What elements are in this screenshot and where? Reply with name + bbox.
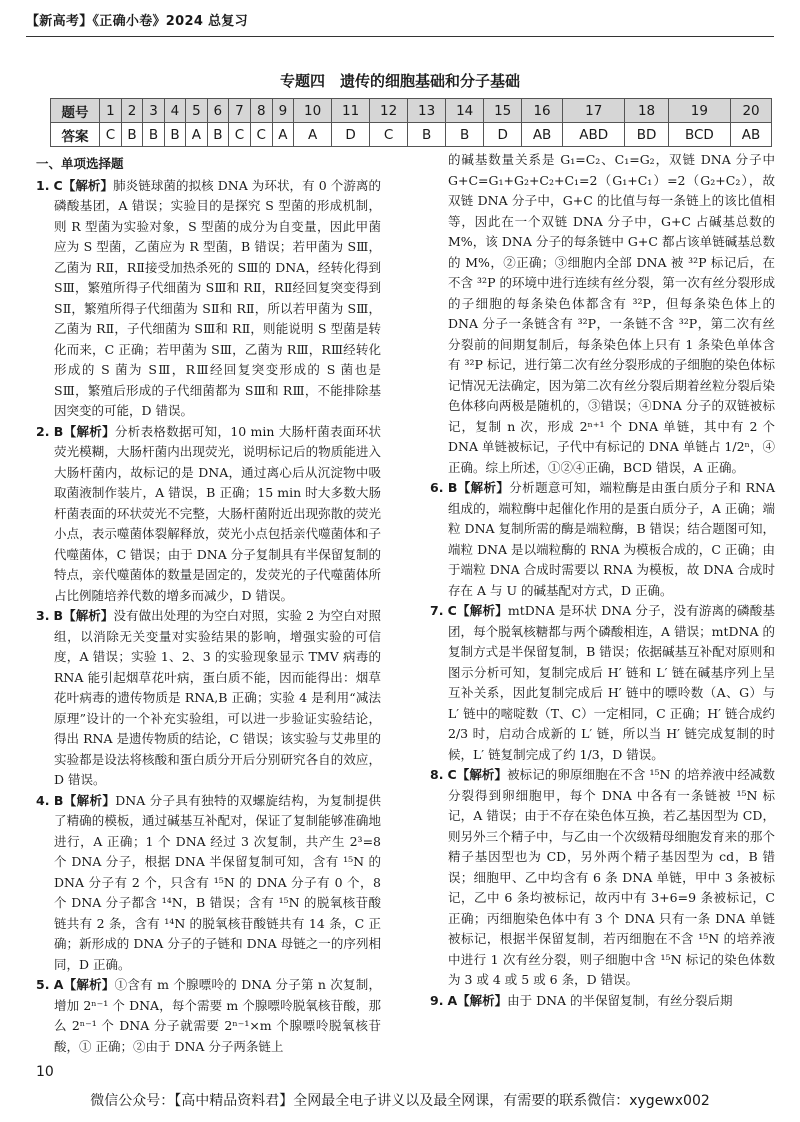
question-number-cell: 13 [408, 99, 446, 123]
explanation-item [36, 422, 381, 607]
answer-cell: AB [731, 123, 772, 147]
item-text: 由于 DNA 的半保留复制，有丝分裂后期 [507, 992, 733, 1008]
header-rule [26, 36, 774, 37]
item-number: 4. [36, 792, 50, 808]
item-number: 1. [36, 177, 50, 193]
answer-cell: AB [522, 123, 563, 147]
explanation-item [430, 601, 775, 765]
explanation-item [430, 991, 775, 1012]
question-number-cell: 9 [272, 99, 293, 123]
item-text: 分析表格数据可知，10 min 大肠杆菌表面环状荧光模糊，大肠杆菌内出现荧光，说明标记后的物质能进入大肠杆菌内，故标记的是 DNA，通过离心后从沉淀物中吸取菌液制作装片，A 错误，B 正确；15 min 时大多数大肠杆菌表面的环状荧光不完整，大肠杆菌附近出现弥散的荧光小点，表示噬菌体裂解释放，荧光小点包括亲代噬菌体和子代噬菌体，C 错误；由于 DNA 分子复制具有半保留复制的特点，亲代噬菌体的数量是固定的，发荧光的子代噬菌体所占比例随培养代数的增多而减少，D 错误。 [54, 423, 382, 603]
item-answer-tag: C【解析】 [53, 177, 114, 193]
question-number-cell: 14 [446, 99, 484, 123]
answer-cell: A [186, 123, 207, 147]
question-number-cell: 8 [250, 99, 272, 123]
left-column [36, 150, 381, 1057]
question-number-cell: 2 [121, 99, 142, 123]
book-series-header: 【新高考】《正确小卷》2024 总复习 [26, 14, 248, 29]
question-number-cell: 11 [332, 99, 370, 123]
question-number-cell: 19 [668, 99, 730, 123]
question-number-label: 题号 [51, 99, 100, 123]
question-number-cell: 16 [522, 99, 563, 123]
answer-cell: BD [625, 123, 668, 147]
item-text: 分析题意可知，端粒酶是由蛋白质分子和 RNA 组成的，端粒酶中起催化作用的是蛋白质分子，A 正确；端粒 DNA 复制所需的酶是端粒酶，B 错误；结合题图可知，端粒 DNA 是以端粒酶的 RNA 为模板合成的，C 正确；由于端粒 DNA 合成时需要以 RNA 为模板，故 DNA 合成时存在 A 与 U 的碱基配对方式，D 正确。 [448, 480, 775, 598]
item-text: DNA 分子具有独特的双螺旋结构，为复制提供了精确的模板，通过碱基互补配对，保证了复制能够准确地进行，A 正确；1 个 DNA 经过 3 次复制，共产生 2³=8 个 DNA 分子，根据 DNA 半保留复制可知，含有 ¹⁵N 的 DNA 分子有 2 个，只含有 ¹⁵N 的 DNA 分子有 0 个，8 个 DNA 分子都含 ¹⁴N，B 错误；含有 ¹⁵N 的脱氧核苷酸链共有 2 条，含有 ¹⁴N 的脱氧核苷酸链共有 14 条，C 正确；新形成的 DNA 分子的子链和 DNA 母链之一的序列相同，D 正确。 [54, 792, 381, 972]
item-number: 8. [430, 767, 444, 782]
answer-cell: ABD [562, 123, 625, 147]
item-number: 3. [36, 608, 50, 623]
item-number: 2. [36, 423, 50, 439]
item-answer-tag: B【解析】 [53, 792, 116, 808]
answer-cell: B [408, 123, 446, 147]
question-number-cell: 20 [731, 99, 772, 123]
question-number-cell: 7 [229, 99, 251, 123]
question-number-row [51, 99, 772, 123]
item-text: mtDNA 是环状 DNA 分子，没有游离的磷酸基团，每个脱氧核糖都与两个磷酸相连，A 错误；mtDNA 的复制方式是半保留复制，B 错误；依据碱基互补配对原则和图示分析可知，复制完成后 H′ 链和 L′ 链在碱基序列上呈互补关系，因此复制完成后 H′ 链中的嘌呤数（A、G）与 L′ 链中的嘧啶数（T、C）一定相同，C 正确；H′ 链合成约 2/3 时，启动合成新的 L′ 链，所以当 H′ 链完成复制的时候，L′ 链复制完成了约 1/3，D 错误。 [448, 603, 775, 762]
question-number-cell: 5 [186, 99, 207, 123]
explanation-item [36, 176, 381, 422]
section-heading: 一、单项选择题 [36, 156, 124, 171]
right-column [430, 150, 775, 1011]
answer-label: 答案 [51, 123, 100, 147]
item-number: 9. [430, 992, 444, 1008]
answer-cell: A [272, 123, 293, 147]
item-answer-tag: C【解析】 [447, 767, 508, 782]
question-number-cell: 17 [562, 99, 625, 123]
answer-cell: BCD [668, 123, 730, 147]
item-answer-tag: B【解析】 [447, 480, 510, 495]
question-number-cell: 12 [370, 99, 408, 123]
explanation-item [430, 150, 775, 478]
item-number: 5. [36, 977, 50, 992]
answer-cell: B [121, 123, 142, 147]
explanation-item [430, 478, 775, 601]
item-text: 肺炎链球菌的拟核 DNA 为环状，有 0 个游离的磷酸基团，A 错误；实验目的是探究 S 型菌的形成机制，则 R 型菌为实验对象，S 型菌的成分为自变量，因此甲菌应为 S 型菌，乙菌应为 R 型菌，B 错误；若甲菌为 SⅢ，乙菌为 RⅡ，RⅡ接受加热杀死的 SⅢ的 DNA，经转化得到 SⅢ，繁殖所得子代细菌为 SⅢ和 RⅡ，RⅡ经回复突变得到 SⅡ，繁殖所得子代细菌为 SⅡ和 RⅡ，所以若甲菌为 SⅢ，乙菌为 RⅡ，子代细菌为 SⅢ和 RⅡ，则能说明 S 型菌是转化而来，C 正确；若甲菌为 SⅢ，乙菌为 RⅢ，RⅢ经转化形成的 S 菌为 SⅢ，RⅢ经回复突变形成的 S 菌也是 SⅢ，繁殖后形成的子代细菌都为 SⅢ和 RⅢ，不能排除基因突变的可能，D 错误。 [54, 177, 381, 418]
item-text: ①含有 m 个腺嘌呤的 DNA 分子第 n 次复制，增加 2ⁿ⁻¹ 个 DNA，每个需要 m 个腺嘌呤脱氧核苷酸，那么 2ⁿ⁻¹ 个 DNA 分子就需要 2ⁿ⁻¹×m 个腺嘌呤脱氧核苷酸，① 正确；②由于 DNA 分子两条链上 [54, 977, 381, 1054]
answer-cell: B [446, 123, 484, 147]
answer-cell: C [229, 123, 251, 147]
answer-cell: B [143, 123, 164, 147]
question-number-cell: 10 [294, 99, 332, 123]
item-answer-tag: B【解析】 [53, 423, 115, 439]
answer-cell: C [370, 123, 408, 147]
answer-cell: A [294, 123, 332, 147]
answer-table [50, 98, 772, 147]
explanation-item [430, 765, 775, 991]
item-answer-tag: A【解析】 [53, 977, 115, 992]
footer-promo: 微信公众号：【高中精品资料君】全网最全电子讲义以及最全网课，有需要的联系微信：xygewx002 [90, 1093, 710, 1109]
explanation-item [36, 606, 381, 791]
answer-cell: C [250, 123, 272, 147]
item-answer-tag: C【解析】 [447, 603, 508, 618]
page-title: 专题四 遗传的细胞基础和分子基础 [279, 72, 520, 90]
answer-cell: B [207, 123, 228, 147]
answer-cell: B [164, 123, 185, 147]
question-number-cell: 6 [207, 99, 228, 123]
item-answer-tag: B【解析】 [53, 608, 114, 623]
item-answer-tag: A【解析】 [447, 992, 508, 1008]
question-number-cell: 15 [484, 99, 522, 123]
question-number-cell: 18 [625, 99, 668, 123]
question-number-cell: 1 [100, 99, 122, 123]
page-number: 10 [36, 1064, 54, 1080]
answer-cell: C [100, 123, 122, 147]
item-text: 的碱基数量关系是 G₁=C₂、C₁=G₂，双链 DNA 分子中 G+C=G₁+G₂+C₂+C₁=2（G₁+C₁）=2（G₂+C₂），故双链 DNA 分子中，G+C 的比值与每一条链上的该比值相等，因此在一个双链 DNA 分子中，G+C 占碱基总数的 M%，该 DNA 分子的每条链中 G+C 都占该单链碱基总数的 M%，②正确；③细胞内全部 DNA 被 ³²P 标记后，在不含 ³²P 的环境中进行连续有丝分裂，第一次有丝分裂形成的子细胞的每条染色体都含有 ³²P，但每条染色体上的 DNA 分子一条链含有 ³²P，一条链不含 ³²P，第二次有丝分裂前的间期复制后，每条染色体上只有 1 条染色单体含有 ³²P 标记，进行第二次有丝分裂形成的子细胞的染色体标记情况无法确定，因为第二次有丝分裂后期着丝粒分裂后染色体移向两极是随机的，③错误；④DNA 分子的双链被标记，复制 n 次，形成 2ⁿ⁺¹ 个 DNA 单链，其中有 2 个 DNA 单链被标记，子代中有标记的 DNA 单链占 1/2ⁿ，④正确。综上所述，①②④正确，BCD 错误，A 正确。 [448, 152, 775, 475]
item-text: 被标记的卵原细胞在不含 ¹⁵N 的培养液中经减数分裂得到卵细胞甲，每个 DNA 中各有一条链被 ¹⁵N 标记，A 错误；由于不存在染色体互换，若乙基因型为 CD，则另外三个精子中，与乙由一个次级精母细胞发育来的那个精子基因型也为 CD，另外两个精子基因型为 cd，B 错误；细胞甲、乙中均含有 6 条 DNA 单链，甲中 3 条被标记，乙中 6 条均被标记，故丙中有 3+6=9 条被标记，C 正确；丙细胞染色体中有 3 个 DNA 只有一条 DNA 单链被标记，根据半保留复制，若丙细胞在不含 ¹⁵N 的培养液中进行 1 次有丝分裂，则子细胞中含 ¹⁵N 标记的染色体数为 3 或 4 或 5 或 6 条，D 错误。 [448, 767, 775, 987]
item-number: 7. [430, 603, 444, 618]
explanation-item [36, 791, 381, 976]
answer-cell: D [332, 123, 370, 147]
item-text: 没有做出处理的为空白对照，实验 2 为空白对照组，以消除无关变量对实验结果的影响，增强实验的可信度，A 错误；实验 1、2、3 的实验现象显示 TMV 病毒的 RNA 能引起烟草花叶病，蛋白质不能，因而能得出：烟草花叶病毒的遗传物质是 RNA,B 正确；实验 4 是利用“减法原理”设计的一个补充实验组，可以进一步验证实验结论，得出 RNA 是遗传物质的结论，C 错误；该实验与艾弗里的实验都是设法将核酸和蛋白质分开后分别研究各自的效应，D 错误。 [54, 608, 381, 787]
question-number-cell: 4 [164, 99, 185, 123]
answer-row [51, 123, 772, 147]
answer-cell: D [484, 123, 522, 147]
question-number-cell: 3 [143, 99, 164, 123]
explanation-item [36, 975, 381, 1057]
item-number: 6. [430, 480, 444, 495]
